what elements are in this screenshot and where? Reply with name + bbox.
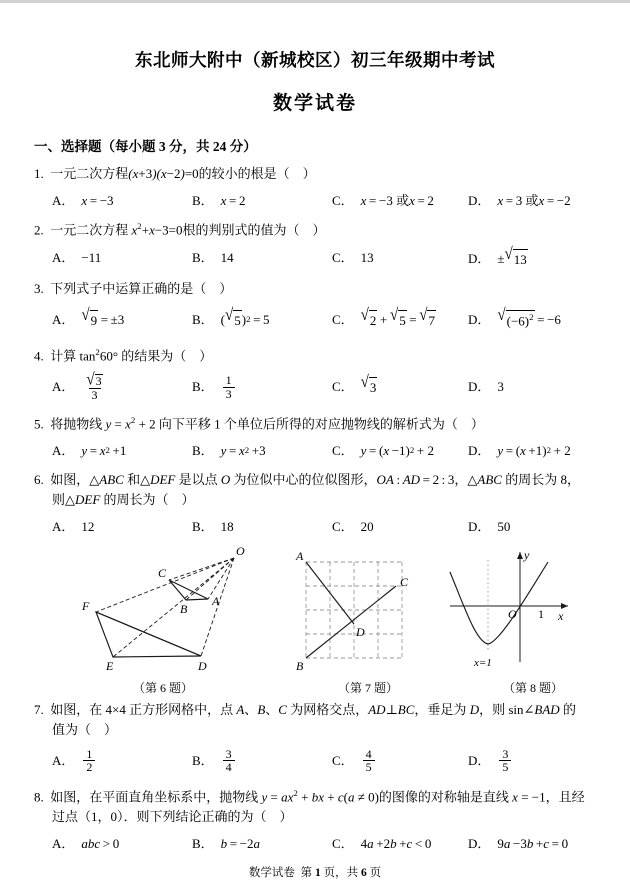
question-1-stem: 1. 一元二次方程(x+3)(x−2)=0的较小的根是（ ） bbox=[34, 166, 316, 181]
question-3-stem: 3. 下列式子中运算正确的是（ ） bbox=[34, 280, 233, 296]
option-b[interactable]: B． b = −2 a bbox=[192, 836, 261, 852]
option-b[interactable]: B． ( √ 5 ) 2 = 5 bbox=[192, 309, 332, 331]
question-8-options bbox=[52, 834, 596, 854]
label-axis-of-symmetry: x=1 bbox=[474, 656, 492, 669]
option-d[interactable]: D． 3 bbox=[468, 379, 504, 395]
label-D: D bbox=[356, 624, 365, 639]
question-7-stem-line1: 7. 如图，在 4×4 正方形网格中，点 A、B、C 为网格交点，AD⊥BC，垂足为 D，则 sin∠BAD 的 bbox=[34, 701, 576, 717]
question-3 bbox=[34, 279, 596, 337]
option-c[interactable]: C． √ 2 + √ 5 = √ 7 bbox=[332, 309, 468, 331]
label-O: O bbox=[236, 543, 245, 558]
question-1-options bbox=[52, 191, 596, 211]
question-2-stem: 2. 一元二次方程 $x^2+x-3=0$根的判别式的值为（ ） bbox=[34, 221, 326, 238]
option-b[interactable]: B． 18 bbox=[192, 519, 234, 535]
option-c[interactable]: C． 4 a +2 b + c < 0 bbox=[332, 836, 432, 852]
question-6-stem-line1: 6. 如图，△ABC 和△DEF 是以点 O 为位似中心的位似图形，OA : AD = 2 : 3，△ABC 的周长为 8， bbox=[34, 472, 580, 488]
question-6-options bbox=[52, 517, 596, 537]
question-7-options bbox=[52, 744, 596, 778]
question-7-stem-line2: 值为（ ） bbox=[52, 721, 118, 737]
question-4-options bbox=[52, 371, 596, 405]
question-4-stem: 4. 计算 $\tan^260^\circ$ 的结果为（ ） bbox=[34, 347, 213, 364]
option-c[interactable]: C． 13 bbox=[332, 249, 374, 265]
page-title: 东北师大附中（新城校区）初三年级期中考试 bbox=[135, 50, 495, 70]
label-B: B bbox=[296, 658, 304, 672]
label-C: C bbox=[158, 565, 167, 580]
option-a[interactable]: A． 12 bbox=[52, 519, 95, 535]
label-B: B bbox=[180, 601, 188, 616]
figure-8-caption: （第 8 题） bbox=[502, 680, 563, 695]
option-d[interactable]: D． √ $(-6)^2$ = −6 bbox=[468, 309, 561, 331]
option-c[interactable]: C． x = −3 或 x = 2 bbox=[332, 193, 434, 209]
question-5 bbox=[34, 414, 596, 462]
option-a[interactable]: A． y = x 2 +1 bbox=[52, 442, 127, 458]
option-a[interactable]: A． abc > 0 bbox=[52, 836, 120, 852]
question-4 bbox=[34, 346, 596, 404]
question-5-stem: 5. 将抛物线 $y = x^2 + 2$ 向下平移 1 个单位后所得的对应抛物线的解析式为（ ） bbox=[34, 414, 484, 431]
question-2-options bbox=[52, 245, 596, 270]
option-d[interactable]: D． x = 3 或 x = −2 bbox=[468, 193, 571, 209]
question-8-stem-line2: 过点（1，0）．则下列结论正确的为（ ） bbox=[52, 809, 293, 825]
grid-figure bbox=[288, 544, 448, 672]
label-A: A bbox=[296, 548, 304, 563]
label-origin: O bbox=[508, 606, 517, 621]
page-footer: 数学试卷 第 1 页，共 6 页 bbox=[248, 867, 382, 879]
question-6-stem-line2: 则△DEF 的周长为（ ） bbox=[52, 492, 195, 508]
figure-6 bbox=[38, 544, 288, 696]
option-a[interactable]: A． √ 3 3 bbox=[52, 371, 102, 403]
option-d[interactable]: D． y = ( x +1) 2 + 2 bbox=[468, 442, 571, 458]
option-c[interactable]: C． y = ( x −1) 2 + 2 bbox=[332, 442, 434, 458]
question-8-stem-line1: 8. 如图，在平面直角坐标系中，抛物线 $y = ax^2$ + bx + c(a ≠ 0)的图像的对称轴是直线 x = −1，且经 bbox=[34, 787, 585, 805]
question-5-options bbox=[52, 441, 596, 461]
parabola-figure bbox=[448, 544, 618, 672]
question-7 bbox=[34, 700, 596, 778]
figure-7 bbox=[288, 544, 448, 696]
question-8 bbox=[34, 787, 596, 855]
option-b[interactable]: B． $\frac{1}{3}$ bbox=[192, 374, 332, 400]
option-b[interactable]: B． 14 bbox=[192, 249, 234, 265]
option-b[interactable]: B． y = x 2 +3 bbox=[192, 442, 266, 458]
homothety-figure bbox=[38, 544, 288, 672]
option-c[interactable]: C． 20 bbox=[332, 519, 374, 535]
figure-7-caption: （第 7 题） bbox=[337, 680, 398, 695]
option-d[interactable]: D． 9 a −3 b + c = 0 bbox=[468, 836, 569, 852]
question-1 bbox=[34, 164, 596, 211]
question-6 bbox=[34, 470, 596, 537]
question-2 bbox=[34, 220, 596, 270]
label-x-axis: x bbox=[558, 608, 564, 623]
option-a[interactable]: A． √ 9 = ±3 bbox=[52, 309, 192, 331]
section-heading: 一、选择题（每小题 3 分，共 24 分） bbox=[34, 139, 257, 154]
label-E: E bbox=[106, 658, 114, 672]
label-x-intercept: 1 bbox=[538, 606, 544, 621]
option-b[interactable]: B． $\frac{3}{4}$ bbox=[192, 748, 332, 774]
label-D: D bbox=[198, 658, 207, 672]
label-y-axis: y bbox=[524, 547, 530, 562]
question-3-options bbox=[52, 303, 596, 337]
option-b[interactable]: B． x = 2 bbox=[192, 193, 246, 209]
option-a[interactable]: A． $\frac{1}{2}$ bbox=[52, 748, 192, 774]
label-F: F bbox=[82, 598, 90, 613]
label-A: A bbox=[212, 593, 220, 608]
option-a[interactable]: A． −11 bbox=[52, 249, 102, 265]
figure-6-caption: （第 6 题） bbox=[132, 680, 193, 695]
option-d[interactable]: D． 50 bbox=[468, 519, 511, 535]
option-d[interactable]: D． ± √ 13 bbox=[468, 248, 528, 270]
option-a[interactable]: A． x = −3 bbox=[52, 193, 114, 209]
option-c[interactable]: C． √ 3 bbox=[332, 376, 468, 398]
figure-8 bbox=[448, 544, 618, 696]
label-C: C bbox=[400, 574, 409, 589]
page-subtitle: 数学试卷 bbox=[272, 93, 357, 114]
figures-row bbox=[38, 544, 596, 696]
option-d[interactable]: D． $\frac{3}{5}$ bbox=[468, 748, 513, 774]
option-c[interactable]: C． $\frac{4}{5}$ bbox=[332, 748, 468, 774]
